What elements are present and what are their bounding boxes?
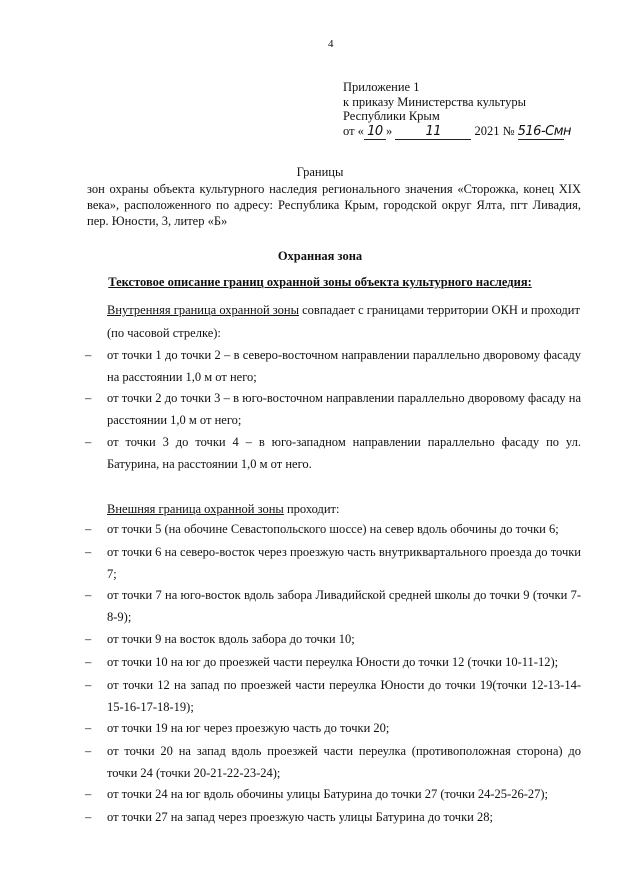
list-item-text: от точки 6 на северо-восток через проезжую часть внутриквартального проезда до точки 7; [107, 545, 581, 581]
date-day-field [364, 124, 386, 141]
order-number-field [517, 123, 572, 141]
list-item-text: от точки 19 на юг через проезжую часть до точки 20; [107, 721, 390, 735]
list-item-text: от точки 7 на юго-восток вдоль забора Ливадийской средней школы до точки 9 (точки 7-8-9); [107, 588, 581, 624]
list-item-text: от точки 9 на восток вдоль забора до точки 10; [107, 632, 355, 646]
text-description-heading: Текстовое описание границ охранной зоны объекта культурного наследия: [108, 275, 532, 289]
date-year: 2021 № [474, 123, 515, 138]
list-item-text: от точки 27 на запад через проезжую часть улицы Батурина до точки 28; [107, 810, 493, 824]
date-mid: » [385, 123, 393, 138]
inner-boundary-text: совпадает с границами территории ОКН и проходит (по часовой стрелке): [107, 303, 580, 340]
list-item-text: от точки 10 на юг до проезжей части переулка Юности до точки 12 (точки 10-11-12); [107, 655, 559, 669]
list-item-text: от точки 12 на запад по проезжей части переулка Юности до точки 19(точки 12-13-14-15-16-17-18-19); [107, 678, 581, 714]
appendix-line-3: Республики Крым [343, 109, 440, 123]
zone-description: зон охраны объекта культурного наследия регионального значения «Сторожка, конец XIX века», расположенного по адресу: Республика Крым, городской округ Ялта, пгт Ливадия, пер. Юности, 3, литер «Б» [87, 182, 581, 228]
outer-boundary-text: проходит: [283, 502, 340, 516]
inner-boundary-label: Внутренняя граница охранной зоны [107, 303, 299, 317]
zone-heading: Охранная зона [277, 249, 363, 263]
list-item-text: от точки 5 (на обочине Севастопольского шоссе) на север вдоль обочины до точки 6; [107, 522, 559, 536]
date-day: 10 [367, 123, 383, 139]
appendix-line-2: к приказу Министерства культуры [343, 94, 526, 109]
appendix-block [343, 80, 572, 140]
document-page: 4 Приложение 1 к приказу Министерства культуры Республики Крым от « 10 » 11 2021 № 516-Смн Границы зон охраны объекта культурного наследия регионального значения «Сторожка, конец XIX века», расположенного по адресу: Республика Крым, городской округ Ялта, пгт Ливадия, пер. Юности, 3, литер «Б» Охранная зона Текстовое описание границ охранной зоны объекта культурного наследия: Внутренняя граница охранной зоны совпадает с границами территории ОКН и проходит (по часовой стрелке): – от точки 1 до точки 2 – в северо-восточном направлении параллельно дворовому фасаду на расстоянии 1,0 м от него; – от точки 2 до точки 3 – в юго-восточном направлении параллельно дворовому фасаду на расстоянии 1,0 м от него; – от точки 3 до точки 4 – в юго-западном направлении параллельно фасаду по ул. Батурина, на расстоянии 1,0 м от него. Внешняя граница охранной зоны проходит: – от точки 5 (на обочине Севастопольского шоссе) на север вдоль обочины до точки 6; – от точки 6 на северо-восток через проезжую часть внутриквартального проезда до точки 7; – от точки 7 на юго-восток вдоль забора Ливадийской средней школы до точки 9 (точки 7-8-9); – от точки 9 на восток вдоль забора до точки 10; – от точки 10 на юг до проезжей части переулка Юности до точки 12 (точки 10-11-12); – от точки 12 на запад по проезжей части переулка Юности до точки 19(точки 12-13-14-15-16-17-18-19); – от точки 19 на юг через проезжую часть до точки 20; – от точки 20 на запад вдоль проезжей части переулка (противоположная сторона) до точки 24 (точки 20-21-22-23-24); – от точки 24 на юг вдоль обочины улицы Батурина до точки 27 (точки 24-25-26-27); – от точки 27 на запад через проезжую часть улицы Батурина до точки 28; [0, 0, 640, 885]
appendix-date-line [343, 123, 572, 141]
date-month-field [395, 124, 471, 141]
list-item-text: от точки 24 на юг вдоль обочины улицы Батурина до точки 27 (точки 24-25-26-27); [107, 787, 549, 801]
appendix-line-1: Приложение 1 [343, 80, 420, 94]
list-item-text: от точки 3 до точки 4 – в юго-западном направлении параллельно фасаду по ул. Батурина, на расстоянии 1,0 м от него. [107, 435, 581, 471]
date-prefix: от « [343, 123, 364, 138]
outer-boundary-label: Внешняя граница охранной зоны [107, 502, 284, 516]
order-number: 516-Смн [517, 123, 572, 139]
page-number: 4 [328, 38, 334, 50]
date-month: 11 [425, 123, 442, 139]
list-item-text: от точки 2 до точки 3 – в юго-восточном направлении параллельно дворовому фасаду на расстоянии 1,0 м от него; [107, 391, 581, 427]
inner-boundary-paragraph [107, 299, 581, 345]
document-title: Границы [296, 165, 344, 179]
list-item-text: от точки 1 до точки 2 – в северо-восточном направлении параллельно дворовому фасаду на расстоянии 1,0 м от него; [107, 348, 581, 384]
list-item-text: от точки 20 на запад вдоль проезжей части переулка (противоположная сторона) до точки 24 (точки 20-21-22-23-24); [107, 744, 581, 780]
